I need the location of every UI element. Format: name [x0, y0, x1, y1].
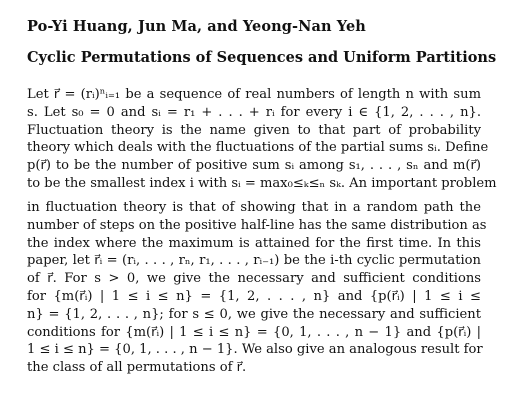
abstract-line: in fluctuation theory is that of showing that in a random path the [27, 199, 481, 215]
abstract-line: p(r⃗) to be the number of positive sum sᵢ among s₁, . . . , sₙ and m(r⃗) [27, 158, 481, 174]
abstract-line: the index where the maximum is attained for the first time. In this [27, 235, 481, 251]
abstract-line: of r⃗. For s > 0, we give the necessary and sufficient conditions [27, 271, 481, 287]
abstract-line: to be the smallest index i with sᵢ = max₀≤ₖ≤ₙ sₖ. An important problem [27, 175, 497, 191]
abstract-line: Let r⃗ = (rᵢ)ⁿᵢ₌₁ be a sequence of real numbers of length n with sum [27, 87, 481, 102]
abstract-line: 1 ≤ i ≤ n} = {0, 1, . . . , n − 1}. We also give an analogous result for [27, 342, 483, 358]
paper-title: Cyclic Permutations of Sequences and Uniform Partitions [27, 49, 497, 66]
abstract-line: n} = {1, 2, . . . , n}; for s ≤ 0, we give the necessary and sufficient [27, 306, 481, 322]
abstract-line: paper, let r⃗ᵢ = (rᵢ, . . . , rₙ, r₁, . . . , rᵢ₋₁) be the i-th cyclic permutation [27, 253, 481, 269]
author-list: Po-Yi Huang, Jun Ma, and Yeong-Nan Yeh [27, 18, 366, 35]
abstract-line: number of steps on the positive half-line has the same distribution as [27, 217, 487, 233]
abstract-line: conditions for {m(r⃗ᵢ) | 1 ≤ i ≤ n} = {0, 1, . . . , n − 1} and {p(r⃗ᵢ) | [27, 324, 481, 340]
abstract-line: for {m(r⃗ᵢ) | 1 ≤ i ≤ n} = {1, 2, . . . , n} and {p(r⃗ᵢ) | 1 ≤ i ≤ [27, 288, 481, 304]
abstract-line: theory which deals with the fluctuations of the partial sums sᵢ. Define [27, 140, 489, 156]
abstract-line: the class of all permutations of r⃗. [27, 360, 247, 376]
abstract-line: Fluctuation theory is the name given to that part of probability [27, 122, 481, 138]
abstract-line: s. Let s₀ = 0 and sᵢ = r₁ + . . . + rᵢ for every i ∈ {1, 2, . . . , n}. [27, 104, 481, 120]
abstract [27, 86, 497, 377]
